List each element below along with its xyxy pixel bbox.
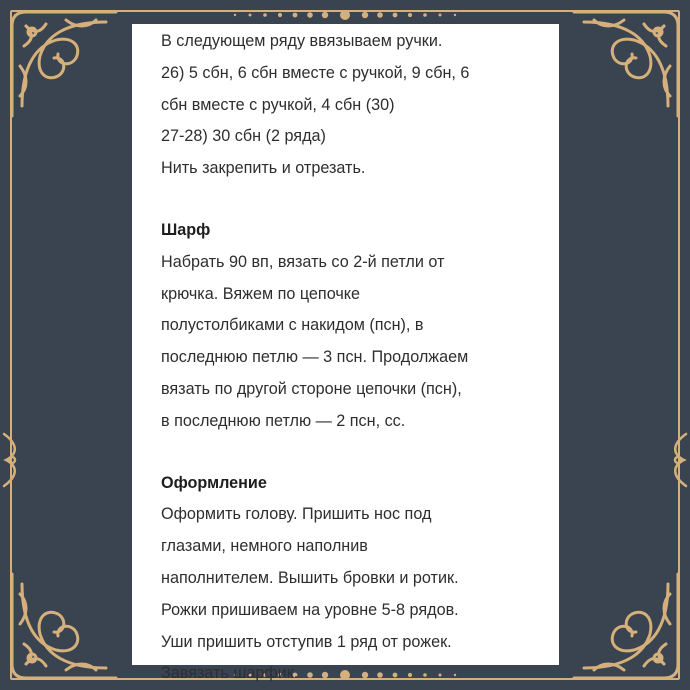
text-line: полустолбиками с накидом (псн), в <box>161 316 424 335</box>
ornament-corner-icon <box>564 6 684 126</box>
section-handles <box>161 26 551 185</box>
text-line: Набрать 90 вп, вязать со 2-й петли от <box>161 252 445 271</box>
text-line: в последнюю петлю — 2 псн, сс. <box>161 411 406 430</box>
text-line: В следующем ряду ввязываем ручки. <box>161 32 443 50</box>
section-scarf <box>161 215 551 438</box>
ornament-corner-icon <box>6 6 126 126</box>
text-line: глазами, немного наполнив <box>161 537 368 556</box>
text-line: Рожки пришиваем на уровне 5-8 рядов. <box>161 600 459 619</box>
ornament-side-icon <box>666 430 690 490</box>
text-line: Оформить голову. Пришить нос под <box>161 505 432 524</box>
section-finishing <box>161 468 551 690</box>
ornament-dots-icon <box>230 8 460 22</box>
ornament-side-icon <box>0 430 24 490</box>
section-heading: Оформление <box>161 473 267 492</box>
document-card <box>132 24 559 683</box>
section-heading: Шарф <box>161 220 211 239</box>
text-line: наполнителем. Вышить бровки и ротик. <box>161 568 459 587</box>
ornament-corner-icon <box>6 564 126 684</box>
text-line: Уши пришить отступив 1 ряд от рожек. <box>161 632 452 651</box>
text-line: Нить закрепить и отрезать. <box>161 159 366 178</box>
ornament-corner-icon <box>564 564 684 684</box>
text-line: 27-28) 30 сбн (2 ряда) <box>161 127 326 146</box>
document-body <box>161 26 551 690</box>
text-line: сбн вместе с ручкой, 4 сбн (30) <box>161 95 395 114</box>
text-line: вязать по другой стороне цепочки (псн), <box>161 379 462 398</box>
text-line: Завязать шарфик. <box>161 664 299 683</box>
text-line: крючка. Вяжем по цепочке <box>161 284 361 303</box>
text-line: 26) 5 сбн, 6 сбн вместе с ручкой, 9 сбн, 6 <box>161 63 470 82</box>
text-line: последнюю петлю — 3 псн. Продолжаем <box>161 348 469 367</box>
